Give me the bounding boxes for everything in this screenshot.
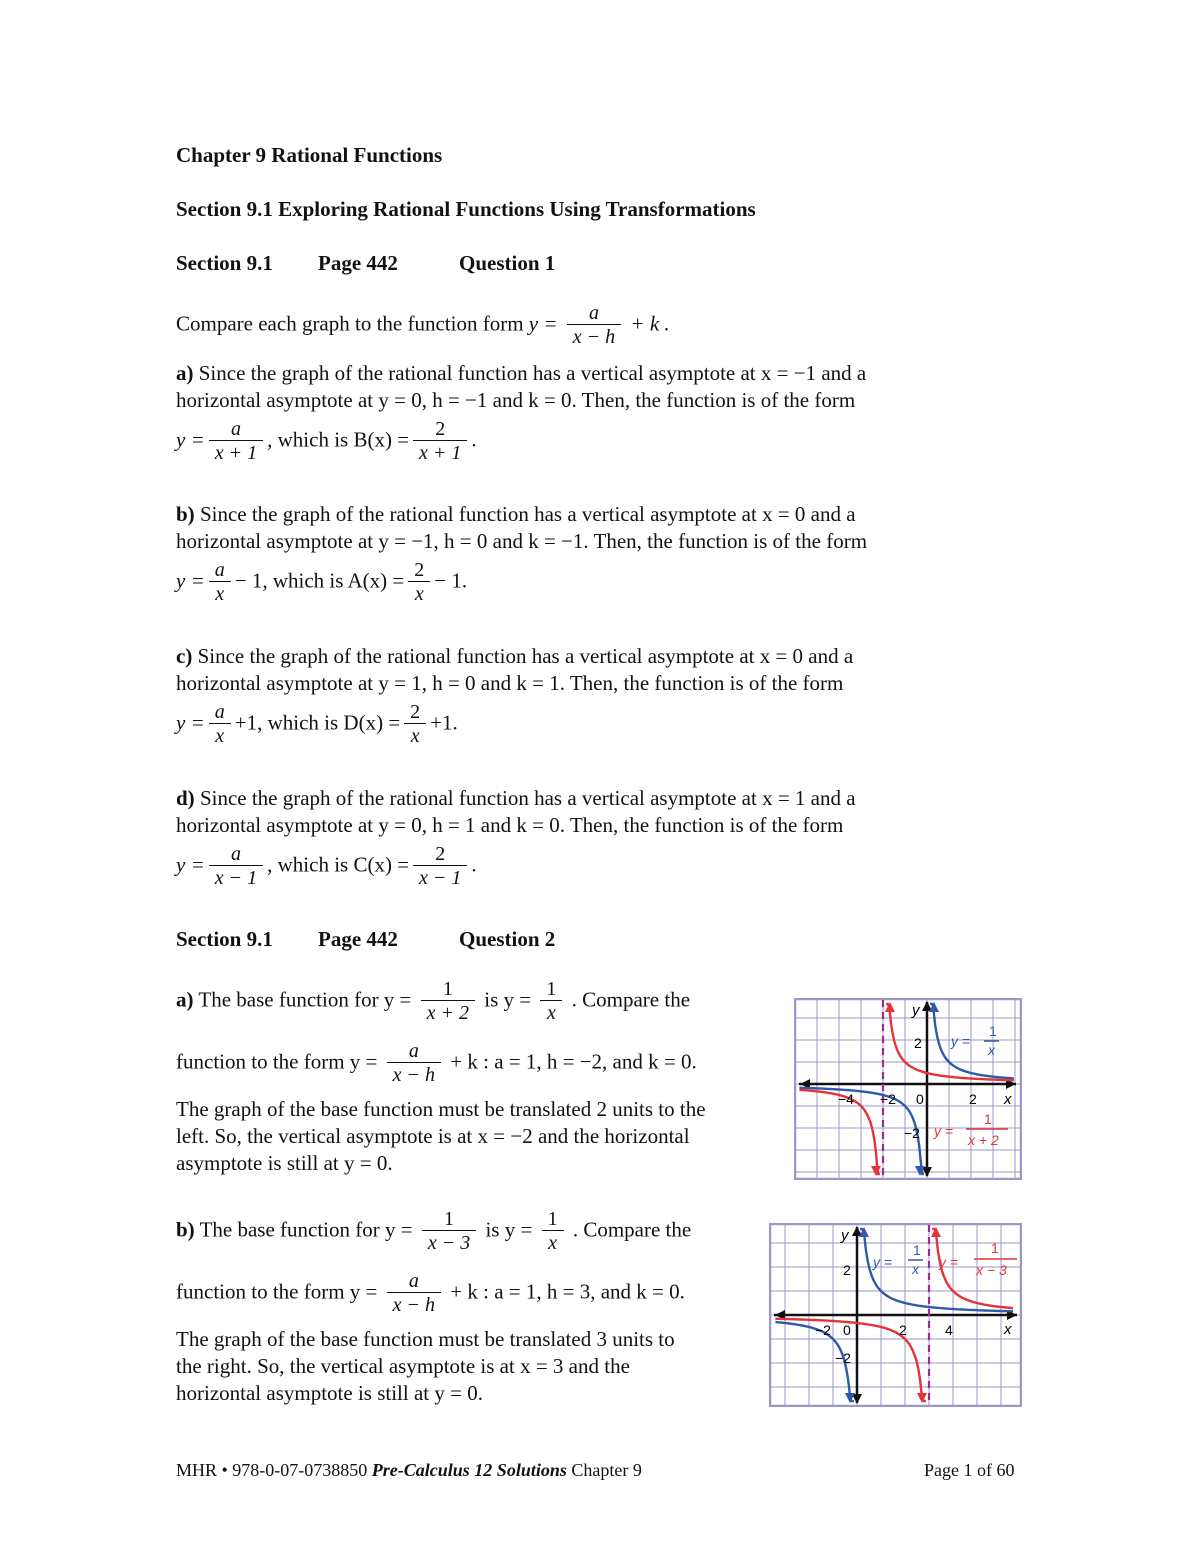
graph-q2a-tick-y0: 2 (914, 1035, 922, 1051)
q1-part-den1: x (215, 725, 225, 747)
q1-part-num2: 2 (413, 418, 467, 441)
q1-part-formula (176, 559, 467, 606)
q1-heading (176, 251, 555, 276)
graph-q2a-tick-y1: −2 (904, 1125, 920, 1141)
graph-q2a-tick-x2: 0 (916, 1091, 924, 1107)
graph-q2b-x-label: x (1004, 1321, 1012, 1338)
q1-part-line1 (176, 501, 856, 527)
q1-part-tail2: +1. (430, 710, 458, 735)
q1-part-text1: Since the graph of the rational function has a vertical asymptote at x = 0 and a (197, 644, 854, 668)
graph-q2b-tick-x2: 2 (899, 1322, 907, 1338)
q2-question: Question 2 (459, 927, 556, 951)
footer-left (176, 1460, 642, 1481)
graph-q2a-trans-num: 1 (984, 1111, 992, 1127)
q1-form-num: a (567, 302, 621, 325)
q2b-b-num: 1 (542, 1208, 564, 1231)
q1-part-fraction1 (209, 843, 263, 890)
q1-part-den2: x (414, 583, 424, 605)
graph-q2a-tick-x1: −2 (880, 1091, 896, 1107)
graph-q2a-y-label: y (912, 1002, 920, 1019)
q1-form-fraction (567, 302, 621, 349)
q1-intro-text: Compare each graph to the function form (176, 311, 524, 336)
q2b-f-fraction (422, 1208, 476, 1255)
q2b-f-num: 1 (422, 1208, 476, 1231)
q1-part-num2: 2 (413, 843, 467, 866)
q1-part-label: d) (176, 786, 195, 810)
q1-part-fraction2 (408, 559, 430, 606)
footer-left-post: Chapter 9 (566, 1460, 642, 1480)
graph-q2b-tick-x3: 4 (945, 1322, 953, 1338)
q1-question: Question 1 (459, 251, 556, 275)
q1-part-tail1: +1, which is D(x) = (234, 710, 401, 735)
q2b-form-pre: function to the form y = (176, 1279, 378, 1304)
q1-part-num1: a (209, 701, 231, 724)
graph-q2b-tick-x0: −2 (815, 1322, 831, 1338)
q1-intro (176, 302, 670, 349)
q2b-b-fraction (542, 1208, 564, 1255)
q1-part-line2: horizontal asymptote at y = 0, h = −1 and k = 0. Then, the function is of the form (176, 388, 856, 412)
q2a-form-fraction (387, 1040, 441, 1087)
q1-part-line2: horizontal asymptote at y = 0, h = 1 and k = 0. Then, the function is of the form (176, 813, 844, 837)
q1-part-text1: Since the graph of the rational function has a vertical asymptote at x = 1 and a (199, 786, 856, 810)
q1-part-den1: x (215, 583, 225, 605)
q1-part-num1: a (209, 418, 263, 441)
q1-form-tail: + k . (630, 311, 670, 336)
footer-left-pre: MHR • 978-0-07-0738850 (176, 1460, 372, 1480)
q2b-base-line (176, 1208, 691, 1255)
q1-part-tail2: − 1. (434, 568, 468, 593)
graph-q2a-trans-den: x + 2 (968, 1132, 999, 1148)
footer-left-italic: Pre-Calculus 12 Solutions (371, 1460, 567, 1480)
graph-q2b-base-num: 1 (913, 1242, 921, 1258)
q1-part-lhs: y = (176, 427, 205, 452)
q1-part-den2: x (410, 725, 420, 747)
q1-part-num1: a (209, 843, 263, 866)
q1-part-tail1: − 1, which is A(x) = (234, 568, 405, 593)
q2b-base-post: . Compare the (572, 1217, 692, 1242)
q1-part-label: a) (176, 361, 194, 385)
q2b-form-line (176, 1270, 685, 1317)
q2a-form-pre: function to the form y = (176, 1049, 378, 1074)
q2b-b-den: x (548, 1232, 558, 1254)
q1-form-den: x − h (572, 326, 616, 348)
q1-part-fraction1 (209, 701, 231, 748)
q1-part-fraction1 (209, 559, 231, 606)
q1-part-formula (176, 843, 477, 890)
q1-part-tail1: , which is C(x) = (267, 852, 410, 877)
q1-part-den1: x − 1 (214, 867, 258, 889)
q2a-base-pre: The base function for y = (198, 987, 412, 1012)
q1-part-fraction1 (209, 418, 263, 465)
graph-q2a-trans-label: y = (934, 1123, 954, 1139)
q2a-body-2: left. So, the vertical asymptote is at x = −2 and the horizontal (176, 1124, 690, 1148)
q2a-form-line (176, 1040, 697, 1087)
q1-part-line1 (176, 785, 856, 811)
q1-part-tail2: . (471, 427, 477, 452)
graph-q2a-x-label: x (1004, 1091, 1012, 1108)
q1-part-tail2: . (471, 852, 477, 877)
q1-part-formula (176, 418, 477, 465)
q2-heading (176, 927, 555, 952)
graph-q2a-tick-x3: 2 (969, 1091, 977, 1107)
graph-q2b-tick-y0: 2 (843, 1262, 851, 1278)
q1-part-den1: x + 1 (214, 442, 258, 464)
q1-part-lhs: y = (176, 710, 205, 735)
q2b-body-2: the right. So, the vertical asymptote is at x = 3 and the (176, 1354, 630, 1378)
q2a-label: a) (176, 987, 194, 1012)
q2a-mid: is y = (484, 987, 532, 1012)
q2b-f-den: x − 3 (427, 1232, 471, 1254)
q2a-form-den: x − h (392, 1064, 436, 1086)
q1-part-line2: horizontal asymptote at y = −1, h = 0 and k = −1. Then, the function is of the form (176, 529, 868, 553)
q1-part-fraction2 (404, 701, 426, 748)
q2a-f-den: x + 2 (426, 1002, 470, 1024)
graph-q2a-base-label: y = (951, 1033, 971, 1049)
q2a-form-num: a (387, 1040, 441, 1063)
graph-q2b-trans-num: 1 (991, 1240, 999, 1256)
q2a-body-3: asymptote is still at y = 0. (176, 1151, 393, 1175)
q1-part-num2: 2 (408, 559, 430, 582)
graph-q2b-base-label: y = (873, 1254, 893, 1270)
q2b-base-pre: The base function for y = (199, 1217, 413, 1242)
q2a-base-post: . Compare the (571, 987, 691, 1012)
graph-q2b (769, 1223, 1022, 1407)
q2b-body-3: horizontal asymptote is still at y = 0. (176, 1381, 483, 1405)
q1-part-formula (176, 701, 458, 748)
graph-q2a-tick-x0: −4 (838, 1091, 854, 1107)
q2a-form-post: + k : a = 1, h = −2, and k = 0. (450, 1049, 697, 1074)
graph-q2b-trans-label: y = (939, 1254, 959, 1270)
q1-part-tail1: , which is B(x) = (267, 427, 410, 452)
q2b-label: b) (176, 1217, 195, 1242)
graph-q2b-y-label: y (841, 1227, 849, 1244)
graph-q2a (794, 998, 1022, 1180)
graph-q2a-base-curve (930, 1004, 1014, 1078)
q1-part-line2: horizontal asymptote at y = 1, h = 0 and k = 1. Then, the function is of the form (176, 671, 844, 695)
q1-part-fraction2 (413, 418, 467, 465)
q2-section: Section 9.1 (176, 927, 273, 951)
q1-page: Page 442 (318, 251, 398, 275)
graph-q2a-base-num: 1 (989, 1023, 997, 1039)
q2a-body-1: The graph of the base function must be translated 2 units to the (176, 1097, 706, 1121)
chapter-title: Chapter 9 Rational Functions (176, 143, 443, 167)
q2a-f-fraction (421, 978, 475, 1025)
q2b-form-fraction (387, 1270, 441, 1317)
q1-part-text1: Since the graph of the rational function has a vertical asymptote at x = −1 and a (198, 361, 867, 385)
q2a-f-num: 1 (421, 978, 475, 1001)
q2-page: Page 442 (318, 927, 398, 951)
q2b-form-num: a (387, 1270, 441, 1293)
q2b-mid: is y = (485, 1217, 533, 1242)
graph-q2b-trans-den: x − 3 (976, 1262, 1007, 1278)
q2b-body-1: The graph of the base function must be translated 3 units to (176, 1327, 675, 1351)
graph-q2b-tick-y1: −2 (835, 1350, 851, 1366)
q1-part-label: b) (176, 502, 195, 526)
q1-part-den2: x + 1 (419, 442, 462, 464)
q1-part-den2: x − 1 (419, 867, 462, 889)
q2b-form-post: + k : a = 1, h = 3, and k = 0. (450, 1279, 685, 1304)
q2b-form-den: x − h (392, 1294, 436, 1316)
graph-q2a-base-den: x (988, 1042, 995, 1058)
q2a-b-fraction (540, 978, 562, 1025)
q1-section: Section 9.1 (176, 251, 273, 275)
q2a-base-line (176, 978, 690, 1025)
q2a-b-num: 1 (540, 978, 562, 1001)
footer-page-number: Page 1 of 60 (924, 1460, 1015, 1480)
q1-part-line1 (176, 643, 853, 669)
q1-part-text1: Since the graph of the rational function has a vertical asymptote at x = 0 and a (199, 502, 856, 526)
q1-part-num2: 2 (404, 701, 426, 724)
q1-part-lhs: y = (176, 568, 205, 593)
q1-part-line1 (176, 360, 866, 386)
q2a-b-den: x (546, 1002, 556, 1024)
section-title: Section 9.1 Exploring Rational Functions Using Transformations (176, 197, 756, 221)
graph-q2b-base-den: x (912, 1261, 919, 1277)
q1-part-label: c) (176, 644, 193, 668)
graph-q2b-tick-x1: 0 (843, 1322, 851, 1338)
q1-form-lhs: y = (528, 311, 558, 336)
q1-part-num1: a (209, 559, 231, 582)
q1-part-fraction2 (413, 843, 467, 890)
q1-part-lhs: y = (176, 852, 205, 877)
